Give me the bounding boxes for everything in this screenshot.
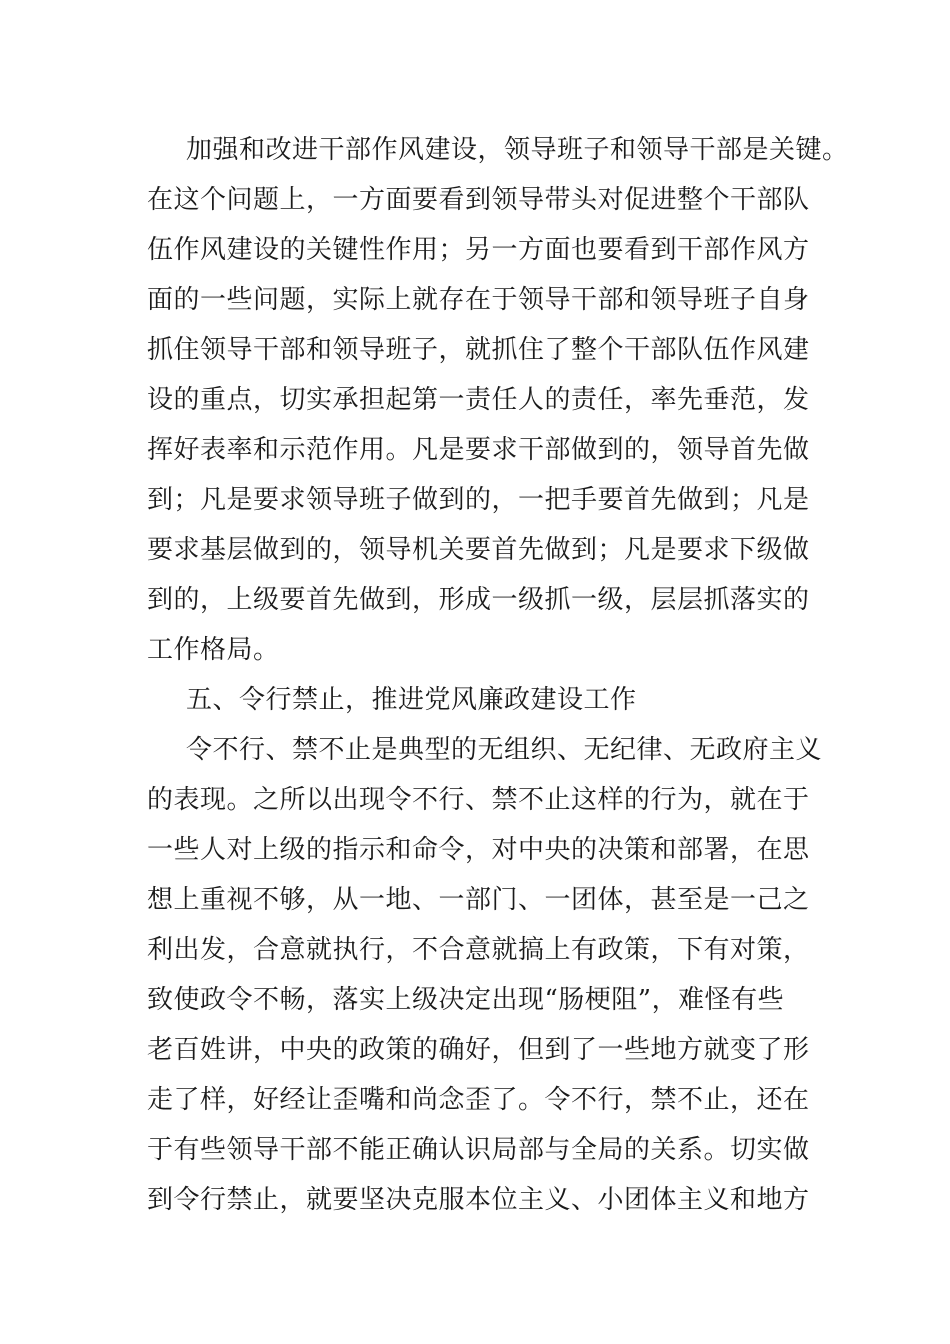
paragraph-1-line-2: 在这个问题上，一方面要看到领导带头对促进整个干部队: [147, 185, 810, 215]
paragraph-2-line-8: 走了样，好经让歪嘴和尚念歪了。令不行，禁不止，还在: [147, 1085, 810, 1115]
paragraph-1-line-3: 伍作风建设的关键性作用；另一方面也要看到干部作风方: [147, 235, 810, 265]
paragraph-1-line-10: 到的，上级要首先做到，形成一级抓一级，层层抓落实的: [147, 585, 810, 615]
section-heading: 五、令行禁止，推进党风廉政建设工作: [186, 685, 637, 715]
paragraph-2-line-7: 老百姓讲，中央的政策的确好，但到了一些地方就变了形: [147, 1035, 810, 1065]
paragraph-2-line-10: 到令行禁止，就要坚决克服本位主义、小团体主义和地方: [147, 1185, 810, 1215]
paragraph-1-line-1: 加强和改进干部作风建设，领导班子和领导干部是关键。: [186, 135, 849, 165]
paragraph-1-line-9: 要求基层做到的，领导机关要首先做到；凡是要求下级做: [147, 535, 810, 565]
paragraph-1-line-5: 抓住领导干部和领导班子，就抓住了整个干部队伍作风建: [147, 335, 810, 365]
paragraph-2-line-9: 于有些领导干部不能正确认识局部与全局的关系。切实做: [147, 1135, 810, 1165]
paragraph-2-line-5: 利出发，合意就执行，不合意就搞上有政策，下有对策，: [147, 935, 810, 965]
paragraph-1-line-8: 到；凡是要求领导班子做到的，一把手要首先做到；凡是: [147, 485, 810, 515]
paragraph-2-line-1: 令不行、禁不止是典型的无组织、无纪律、无政府主义: [186, 735, 823, 765]
paragraph-1-line-4: 面的一些问题，实际上就存在于领导干部和领导班子自身: [147, 285, 810, 315]
paragraph-1-line-6: 设的重点，切实承担起第一责任人的责任，率先垂范，发: [147, 385, 810, 415]
paragraph-1-line-7: 挥好表率和示范作用。凡是要求干部做到的，领导首先做: [147, 435, 810, 465]
paragraph-2-line-3: 一些人对上级的指示和命令，对中央的决策和部署，在思: [147, 835, 810, 865]
paragraph-1-line-11: 工作格局。: [147, 635, 280, 665]
paragraph-2-line-2: 的表现。之所以出现令不行、禁不止这样的行为，就在于: [147, 785, 810, 815]
paragraph-2-line-4: 想上重视不够，从一地、一部门、一团体，甚至是一己之: [147, 885, 810, 915]
paragraph-2-line-6: 致使政令不畅，落实上级决定出现“肠梗阻”，难怪有些: [147, 985, 785, 1015]
